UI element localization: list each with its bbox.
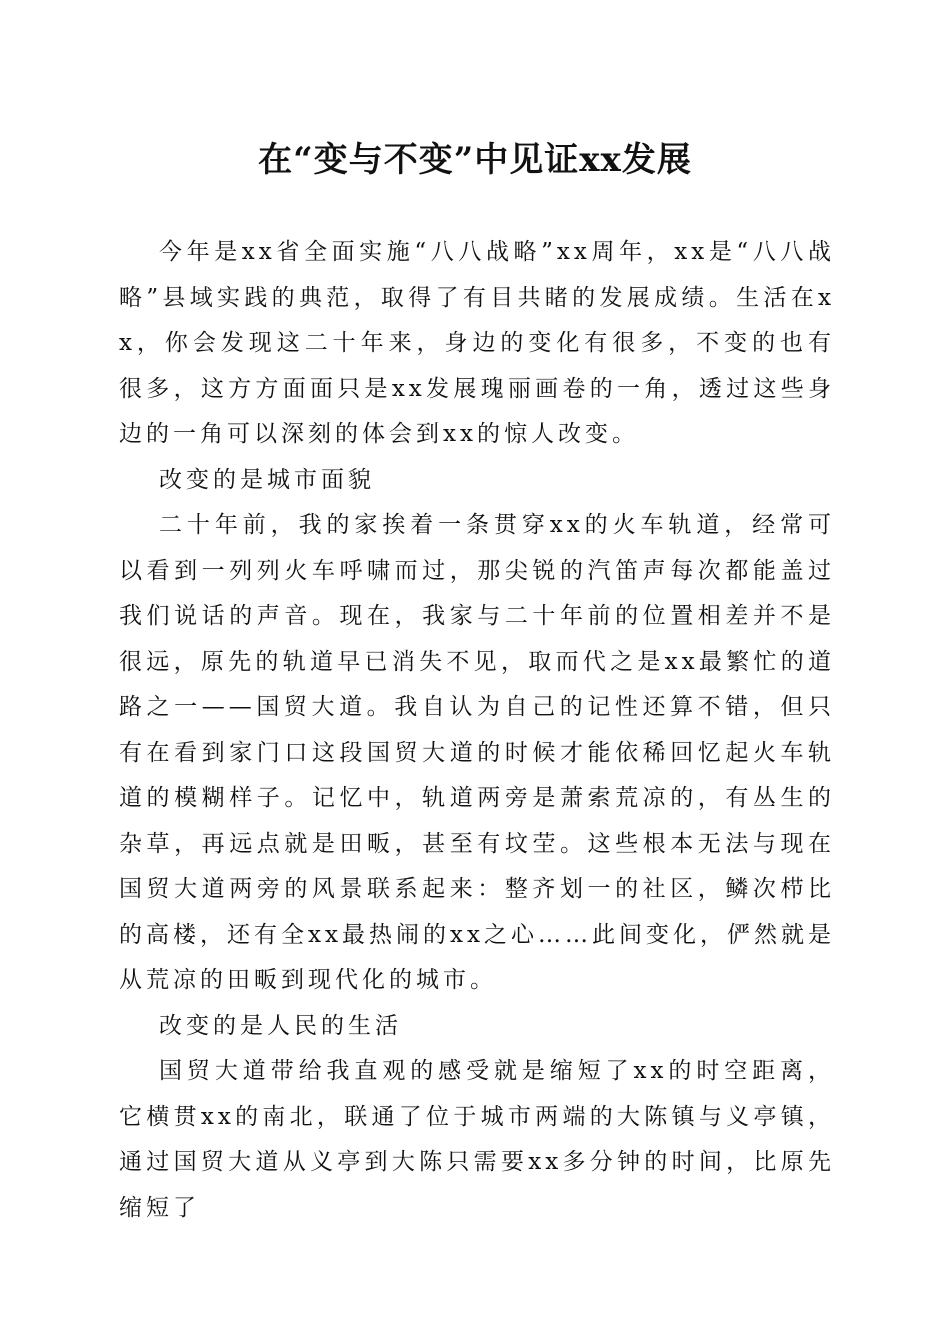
paragraph-city: 二十年前，我的家挨着一条贯穿xx的火车轨道，经常可以看到一列列火车呼啸而过，那尖锐的汽笛声每次都能盖过我们说话的声音。现在，我家与二十年前的位置相差并不是很远，原先的轨道早已消失不见，取而代之是xx最繁忙的道路之一——国贸大道。我自认为自己的记性还算不错，但只有在看到家门口这段国贸大道的时候才能依稀回忆起火车轨道的模糊样子。记忆中，轨道两旁是萧索荒凉的，有丛生的杂草，再远点就是田畈，甚至有坟茔。这些根本无法与现在国贸大道两旁的风景联系起来：整齐划一的社区，鳞次栉比的高楼，还有全xx最热闹的xx之心……此间变化，俨然就是从荒凉的田畈到现代化的城市。	[119, 512, 835, 993]
document-body	[119, 230, 835, 1231]
paragraph-life: 国贸大道带给我直观的感受就是缩短了xx的时空距离，它横贯xx的南北，联通了位于城市两端的大陈镇与义亭镇，通过国贸大道从义亭到大陈只需要xx多分钟的时间，比原先缩短了	[119, 1058, 835, 1221]
paragraph-intro: 今年是xx省全面实施“八八战略”xx周年，xx是“八八战略”县域实践的典范，取得了有目共睹的发展成绩。生活在xx，你会发现这二十年来，身边的变化有很多，不变的也有很多，这方方面面只是xx发展瑰丽画卷的一角，透过这些身边的一角可以深刻的体会到xx的惊人改变。	[119, 239, 835, 447]
document-title: 在“变与不变”中见证xx发展	[258, 140, 692, 180]
section-heading-city: 改变的是城市面貌	[159, 466, 375, 493]
section-heading-life: 改变的是人民的生活	[159, 1012, 402, 1039]
